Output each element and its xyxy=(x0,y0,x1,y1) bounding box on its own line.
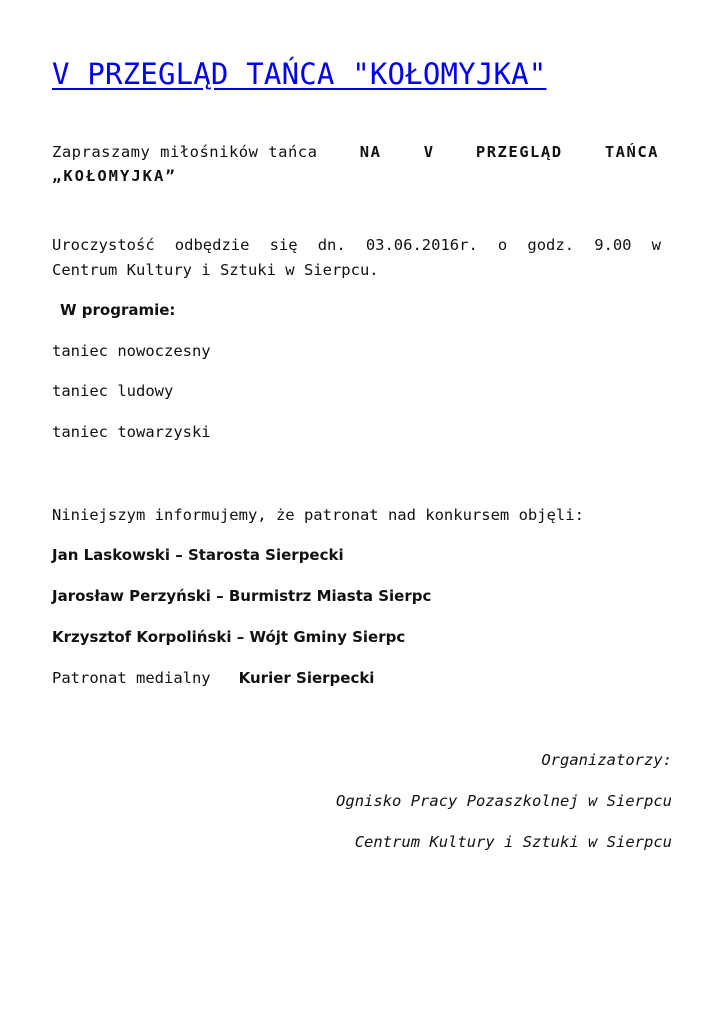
patron-line: Krzysztof Korpoliński – Wójt Gminy Sierpc xyxy=(52,628,406,646)
patron-line: Jan Laskowski – Starosta Sierpecki xyxy=(52,546,344,564)
invitation-line-2: „KOŁOMYJKA” xyxy=(52,167,177,185)
invitation-line-1 xyxy=(52,142,659,162)
media-patronage-line xyxy=(52,668,374,688)
invitation-bold-v: V xyxy=(423,143,434,161)
date-word: godz. xyxy=(527,236,575,254)
event-date-line-1 xyxy=(52,235,661,255)
media-patron-name: Kurier Sierpecki xyxy=(238,669,375,687)
time-value: 9.00 xyxy=(594,236,632,254)
date-word: dn. xyxy=(317,236,346,254)
date-word: się xyxy=(269,236,298,254)
date-value: 03.06.2016r. xyxy=(365,236,478,254)
organizers-heading: Organizatorzy: xyxy=(541,751,672,769)
organizer-item: Centrum Kultury i Sztuki w Sierpcu xyxy=(354,833,672,851)
program-heading: W programie: xyxy=(60,301,176,319)
invitation-bold-przeglad: PRZEGLĄD xyxy=(475,143,563,161)
invitation-bold-na: NA xyxy=(359,143,382,161)
date-word: w xyxy=(651,236,661,254)
invitation-bold-tanca: TAŃCA xyxy=(604,143,659,161)
patron-line: Jarosław Perzyński – Burmistrz Miasta Sierpc xyxy=(52,587,432,605)
program-item: taniec ludowy xyxy=(52,382,174,400)
page-title-link[interactable]: V PRZEGLĄD TAŃCA "KOŁOMYJKA" xyxy=(52,57,547,91)
program-item: taniec towarzyski xyxy=(52,423,211,441)
date-word: Uroczystość xyxy=(52,236,155,254)
event-date-paragraph xyxy=(52,235,661,280)
patronage-intro: Niniejszym informujemy, że patronat nad konkursem objęli: xyxy=(52,506,584,524)
organizer-item: Ognisko Pracy Pozaszkolnej w Sierpcu xyxy=(336,792,672,810)
date-word: odbędzie xyxy=(174,236,250,254)
media-patronage-label: Patronat medialny xyxy=(52,669,211,687)
invitation-paragraph xyxy=(52,142,659,186)
date-word: o xyxy=(497,236,508,254)
program-item: taniec nowoczesny xyxy=(52,342,211,360)
event-venue-line: Centrum Kultury i Sztuki w Sierpcu. xyxy=(52,261,379,279)
invitation-text: Zapraszamy miłośników tańca xyxy=(52,143,318,161)
